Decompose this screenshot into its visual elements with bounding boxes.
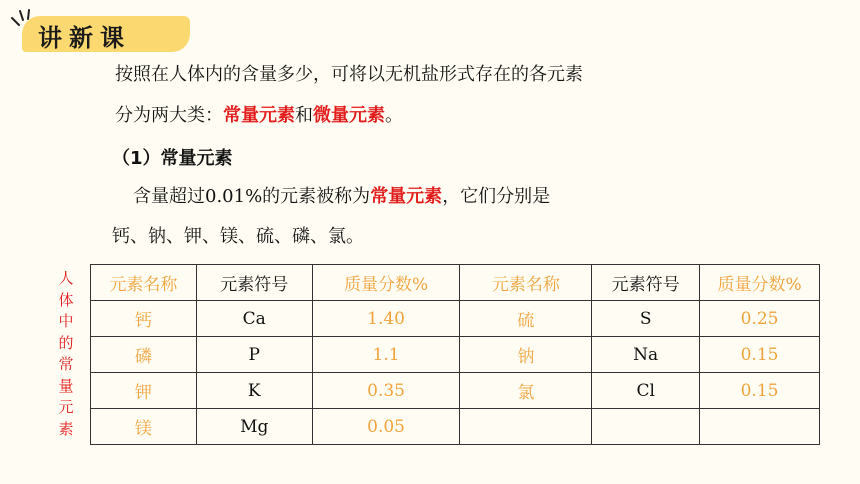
- mass-fraction: 0.15: [700, 337, 820, 373]
- mass-fraction: 0.15: [700, 373, 820, 409]
- side-char: 中: [58, 312, 74, 330]
- mass-fraction: 0.35: [312, 373, 460, 409]
- header-element-symbol: 元素符号: [592, 265, 700, 301]
- mass-fraction: 1.1: [312, 337, 460, 373]
- element-name: 钾: [91, 373, 197, 409]
- definition-line: [133, 184, 550, 210]
- header-mass-fraction: 质量分数%: [700, 265, 820, 301]
- element-name: [460, 409, 592, 445]
- side-label: [58, 268, 74, 440]
- element-symbol: Cl: [592, 373, 700, 409]
- header-element-name: 元素名称: [460, 265, 592, 301]
- intro-line-2: [115, 103, 403, 129]
- mass-fraction: 1.40: [312, 301, 460, 337]
- element-symbol: P: [196, 337, 312, 373]
- header-element-name: 元素名称: [91, 265, 197, 301]
- mass-fraction: 0.05: [312, 409, 460, 445]
- intro-prefix: 分为两大类：: [115, 105, 223, 126]
- element-name: 钙: [91, 301, 197, 337]
- intro-and: 和: [295, 105, 313, 126]
- table-row: [91, 409, 820, 445]
- header-mass-fraction: 质量分数%: [312, 265, 460, 301]
- side-char: 素: [58, 419, 74, 438]
- term-macro: 常量元素: [223, 105, 295, 126]
- definition-prefix: 含量超过0.01%的元素被称为: [133, 186, 371, 207]
- side-char: 的: [58, 333, 74, 352]
- element-name: 氯: [460, 373, 592, 409]
- element-name: 镁: [91, 409, 197, 445]
- side-char: 元: [58, 398, 74, 416]
- table-header-row: [91, 265, 820, 301]
- term-micro: 微量元素: [313, 105, 385, 126]
- side-char: 量: [58, 376, 74, 395]
- side-char: 人: [58, 269, 74, 287]
- header-element-symbol: 元素符号: [196, 265, 312, 301]
- element-symbol: Na: [592, 337, 700, 373]
- section-heading: （1）常量元素: [112, 148, 233, 169]
- table-row: [91, 301, 820, 337]
- definition-term: 常量元素: [370, 186, 443, 207]
- element-symbol: Ca: [196, 301, 312, 337]
- element-name: 硫: [460, 301, 592, 337]
- mass-fraction: 0.25: [700, 301, 820, 337]
- element-symbol: Mg: [196, 409, 312, 445]
- table-row: [91, 337, 820, 373]
- intro-line-1: 按照在人体内的含量多少，可将以无机盐形式存在的各元素: [115, 64, 583, 85]
- intro-end: 。: [385, 105, 403, 126]
- section-title: 讲新课: [38, 24, 131, 52]
- element-list: 钙、钠、钾、镁、硫、磷、氯。: [112, 226, 364, 247]
- element-name: 磷: [91, 337, 197, 373]
- element-symbol: [592, 409, 700, 445]
- element-symbol: K: [196, 373, 312, 409]
- table-row: [91, 373, 820, 409]
- sparkle-icon: [6, 4, 36, 40]
- element-symbol: S: [592, 301, 700, 337]
- elements-table: [90, 264, 820, 445]
- side-char: 体: [58, 290, 74, 309]
- definition-suffix: ，它们分别是: [442, 186, 551, 207]
- element-name: 钠: [460, 337, 592, 373]
- mass-fraction: [700, 409, 820, 445]
- side-char: 常: [58, 355, 74, 373]
